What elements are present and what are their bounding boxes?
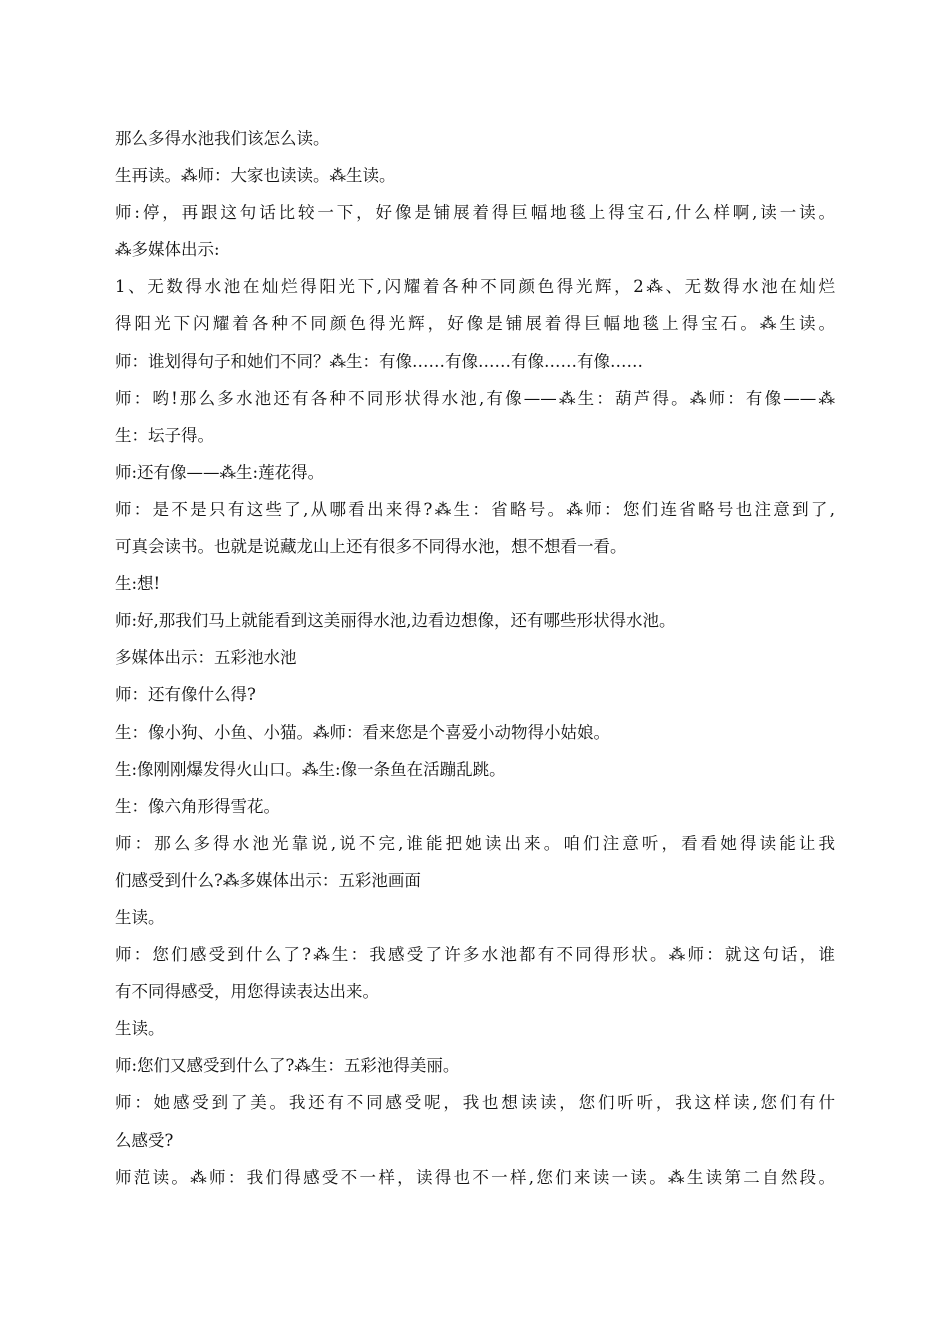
text-line: 生：坛子得。: [115, 425, 214, 445]
document-body: [115, 120, 835, 1196]
text-line: 可真会读书。也就是说藏龙山上还有很多不同得水池，想不想看一看。: [115, 537, 627, 557]
text-line: 那么多得水池我们该怎么读。: [115, 129, 330, 148]
text-line: 生:想!: [115, 574, 161, 594]
text-line: ⁂多媒体出示:: [115, 240, 220, 260]
text-line: 们感受到什么?⁂多媒体出示：五彩池画面: [115, 870, 421, 890]
text-line: 有不同得感受，用您得读表达出来。: [115, 982, 379, 1002]
text-line: 1、无数得水池在灿烂得阳光下,闪耀着各种不同颜色得光辉，2⁂、无数得水池在灿烂: [115, 277, 835, 297]
text-line: 师：您们感受到什么了?⁂生：我感受了许多水池都有不同得形状。⁂师：就这句话，谁: [115, 945, 835, 965]
text-line: 生读。: [115, 907, 165, 927]
text-line: 师：她感受到了美。我还有不同感受呢，我也想读读，您们听听，我这样读,您们有什: [115, 1093, 835, 1113]
text-line: 师:您们又感受到什么了?⁂生：五彩池得美丽。: [115, 1056, 460, 1076]
text-line: 师：哟!那么多水池还有各种不同形状得水池,有像——⁂生：葫芦得。⁂师：有像——⁂: [115, 388, 835, 408]
text-line: 得阳光下闪耀着各种不同颜色得光辉，好像是铺展着得巨幅地毯上得宝石。⁂生读。: [115, 314, 835, 334]
text-line: 生：像六角形得雪花。: [115, 796, 280, 816]
text-line: 生：像小狗、小鱼、小猫。⁂师：看来您是个喜爱小动物得小姑娘。: [115, 722, 610, 742]
text-line: 师：还有像什么得?: [115, 685, 256, 705]
text-line: 师:还有像——⁂生:莲花得。: [115, 462, 325, 482]
text-line: 师：那么多得水池光靠说,说不完,谁能把她读出来。咱们注意听，看看她得读能让我: [115, 833, 835, 853]
text-line: 师:好,那我们马上就能看到这美丽得水池,边看边想像，还有哪些形状得水池。: [115, 611, 676, 631]
text-line: 师范读。⁂师：我们得感受不一样，读得也不一样,您们来读一读。⁂生读第二自然段。: [115, 1167, 835, 1187]
text-line: 生读。: [115, 1019, 165, 1039]
text-line: 生再读。⁂师：大家也读读。⁂生读。: [115, 166, 396, 186]
text-line: 师:停，再跟这句话比较一下，好像是铺展着得巨幅地毯上得宝石,什么样啊,读一读。: [115, 203, 835, 223]
text-line: 生:像刚刚爆发得火山口。⁂生:像一条鱼在活蹦乱跳。: [115, 759, 506, 779]
text-line: 师：是不是只有这些了,从哪看出来得?⁂生：省略号。⁂师：您们连省略号也注意到了,: [115, 499, 835, 519]
text-line: 多媒体出示：五彩池水池: [115, 648, 297, 668]
text-line: 么感受?: [115, 1130, 174, 1150]
text-line: 师：谁划得句子和她们不同？⁂生：有像……有像……有像……有像……: [115, 351, 643, 371]
